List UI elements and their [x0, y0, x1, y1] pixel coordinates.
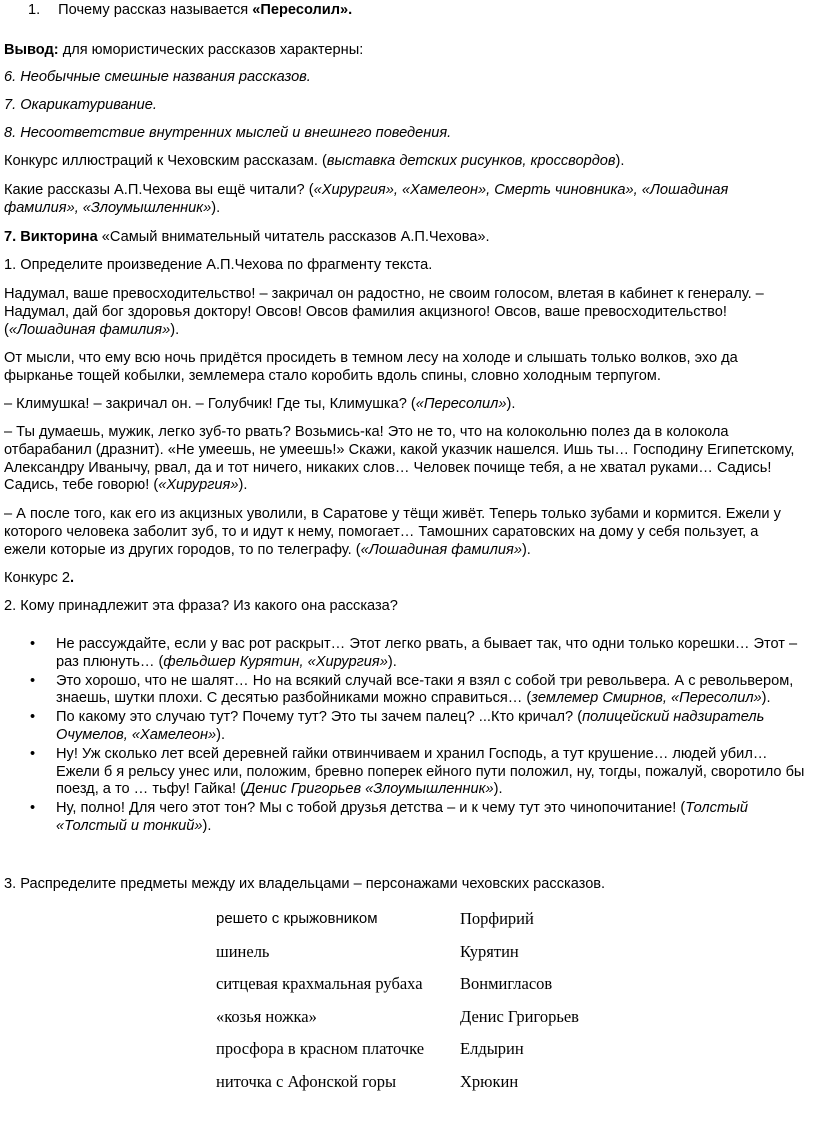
owner-cell: Елдырин [460, 1039, 524, 1059]
phrase-answer: Толстый «Толстый и тонкий» [56, 800, 748, 834]
phrase-text: Не рассуждайте, если у вас рот раскрыт… Этот легко рвать, а бывает так, что одни только корешки… Этот – раз плюнуть… ( [56, 636, 798, 670]
conclusion-item: 7. Окарикатуривание. [4, 97, 157, 113]
contest-illustrations-end: ). [615, 153, 625, 169]
phrase-item [0, 800, 806, 836]
table-row [216, 1066, 579, 1099]
fragment [4, 396, 804, 414]
phrase-text: Ну, полно! Для чего этот тон? Мы с тобой друзья детства – и к чему тут это чинопочитание! ( [56, 800, 686, 817]
item-cell: просфора в красном платочке [216, 1039, 425, 1059]
contest-2-label: Конкурс 2 [4, 570, 70, 586]
item-cell: ситцевая крахмальная рубаха [216, 974, 423, 994]
bullet-icon: • [30, 672, 36, 689]
table-row [216, 1001, 579, 1034]
task-1: 1. Определите произведение А.П.Чехова по фрагменту текста. [4, 257, 433, 273]
phrase-item [0, 709, 806, 745]
question-1-text: Почему рассказ называется [58, 2, 253, 18]
phrases-list [0, 636, 806, 837]
task-3: 3. Распределите предметы между их владельцами – персонажами чеховских рассказов. [4, 876, 606, 892]
item-cell: «козья ножка» [216, 1006, 317, 1026]
item-cell: шинель [216, 941, 270, 961]
other-stories-question: Какие рассказы А.П.Чехова вы ещё читали? ( [4, 182, 314, 198]
bullet-icon: • [30, 709, 36, 726]
quiz-label: 7. Викторина [4, 229, 98, 245]
phrase-text: По какому это случаю тут? Почему тут? Это ты зачем палец? ...Кто кричал? ( [56, 709, 583, 726]
fragment-text: – Климушка! – закричал он. – Голубчик! Где ты, Климушка? ( [4, 396, 416, 412]
fragment [4, 424, 804, 495]
other-stories-end: ). [211, 199, 221, 216]
fragment [4, 506, 804, 559]
phrase-item [0, 636, 806, 672]
bullet-icon: • [30, 800, 36, 817]
item-cell: ниточка с Афонской горы [216, 1071, 397, 1091]
quiz-title: «Самый внимательный читатель рассказов А.П.Чехова». [97, 229, 490, 245]
phrase-answer: Денис Григорьев «Злоумышленник» [245, 781, 494, 798]
task-2: 2. Кому принадлежит эта фраза? Из какого она рассказа? [4, 598, 398, 614]
bullet-icon: • [30, 636, 36, 652]
fragment-text: – А после того, как его из акцизных уволили, в Саратове у тёщи живёт. Теперь только зубами и кормится. Ежели у которого человека заболит зуб, то и идут к нему, помогает… Тамошних саратовских на дому у себя пользует, а ежели которые из других городов, то по телеграфу. ( [4, 506, 781, 558]
owner-cell: Хрюкин [460, 1071, 519, 1091]
owner-cell: Порфирий [460, 909, 534, 929]
table-row [216, 903, 579, 936]
fragment [4, 350, 804, 386]
item-cell: решето с крыжовником [216, 910, 378, 928]
fragment [4, 286, 804, 339]
quiz-heading [4, 229, 804, 247]
fragment-text: От мысли, что ему всю ночь придётся просидеть в темном лесу на холоде и слышать только волков, эхо да фырканье тощей кобылки, землемера стало коробить вдоль спины, словно холодным терпугом. [4, 350, 738, 384]
phrase-item [0, 746, 806, 799]
conclusion-item: 6. Необычные смешные названия рассказов. [4, 69, 311, 85]
fragment-answer: «Лошадиная фамилия» [8, 321, 171, 338]
phrase-end: ). [387, 653, 397, 670]
phrase-text: Это хорошо, что не шалят… Но на всякий случай все-таки я взял с собой три револьвера. А с револьвером, знаешь, шутки плохи. С десятью разбойниками можно справиться… ( [56, 672, 794, 707]
contest-illustrations [4, 153, 804, 171]
contest-2-heading [4, 570, 804, 588]
phrase-end: ). [202, 817, 212, 834]
other-stories [4, 182, 804, 218]
fragment-text: – Ты думаешь, мужик, легко зуб-то рвать? Возьмись-ка! Это не то, что на колокольню полез да в колокола отбарабанил (дразнит). «Не умеешь, не умеешь!» Скажи, какой указчик нашелся. Ишь ты… Господину Египетскому, Александру Иванычу, рвал, да и тот ничего, никаких слов… Человек почище тебя, а не хватал руками… Садись! Садись, тебе говорю! ( [4, 424, 795, 494]
contest-illustrations-text: Конкурс иллюстраций к Чеховским рассказам. ( [4, 153, 327, 169]
contest-illustrations-note: выставка детских рисунков, кроссвордов [326, 153, 616, 169]
phrase-answer: полицейский надзиратель Очумелов, «Хамелеон» [56, 709, 765, 743]
fragment-text: Надумал, ваше превосходительство! – закричал он радостно, не своим голосом, влетая в кабинет к генералу. – Надумал, дай бог здоровья доктору! Овсов! Овсов фамилия акцизного! Овсов, ваше превосходительство! ( [4, 286, 764, 338]
table-row [216, 936, 579, 969]
phrase-end: ). [216, 726, 226, 743]
phrase-answer: землемер Смирнов, «Пересолил» [531, 690, 762, 707]
phrase-text: Ну! Уж сколько лет всей деревней гайки отвинчиваем и хранил Господь, а тут крушение… людей убил… Ежели б я рельсу унес или, положим, бревно поперек ейного пути положил, ну, тогды, пожалуй, своротило бы поезд, а то … тьфу! Гайка! ( [56, 745, 805, 798]
fragment-end: ). [521, 541, 531, 558]
fragment-end: ). [170, 321, 180, 338]
table-row [216, 1033, 579, 1066]
bullet-icon: • [30, 745, 36, 762]
fragment-end: ). [506, 396, 516, 412]
conclusion-line [4, 42, 804, 60]
fragment-answer: «Лошадиная фамилия» [360, 541, 522, 558]
phrase-end: ). [493, 781, 503, 798]
question-1-title: «Пересолил». [252, 2, 353, 18]
other-stories-answer: «Хирургия», «Хамелеон», Смерть чиновника», «Лошадиная фамилия», «Злоумышленник» [4, 182, 729, 216]
items-owners-table [216, 903, 579, 1098]
fragment-answer: «Пересолил» [415, 396, 507, 412]
conclusion-text: для юмористических рассказов характерны: [58, 42, 364, 58]
owner-cell: Курятин [460, 941, 519, 961]
fragment-end: ). [238, 477, 248, 494]
conclusion-item: 8. Несоответствие внутренних мыслей и внешнего поведения. [4, 125, 452, 141]
contest-2-dot: . [69, 570, 75, 586]
owner-cell: Денис Григорьев [460, 1006, 579, 1026]
owner-cell: Вонмигласов [460, 974, 553, 994]
phrase-end: ). [761, 690, 771, 707]
question-1 [28, 2, 816, 20]
table-row [216, 968, 579, 1001]
phrase-item [0, 673, 806, 709]
phrase-answer: фельдшер Курятин, «Хирургия» [163, 653, 388, 670]
conclusion-label: Вывод: [4, 42, 59, 58]
fragment-answer: «Хирургия» [158, 477, 239, 494]
question-1-number: 1. [28, 2, 41, 18]
